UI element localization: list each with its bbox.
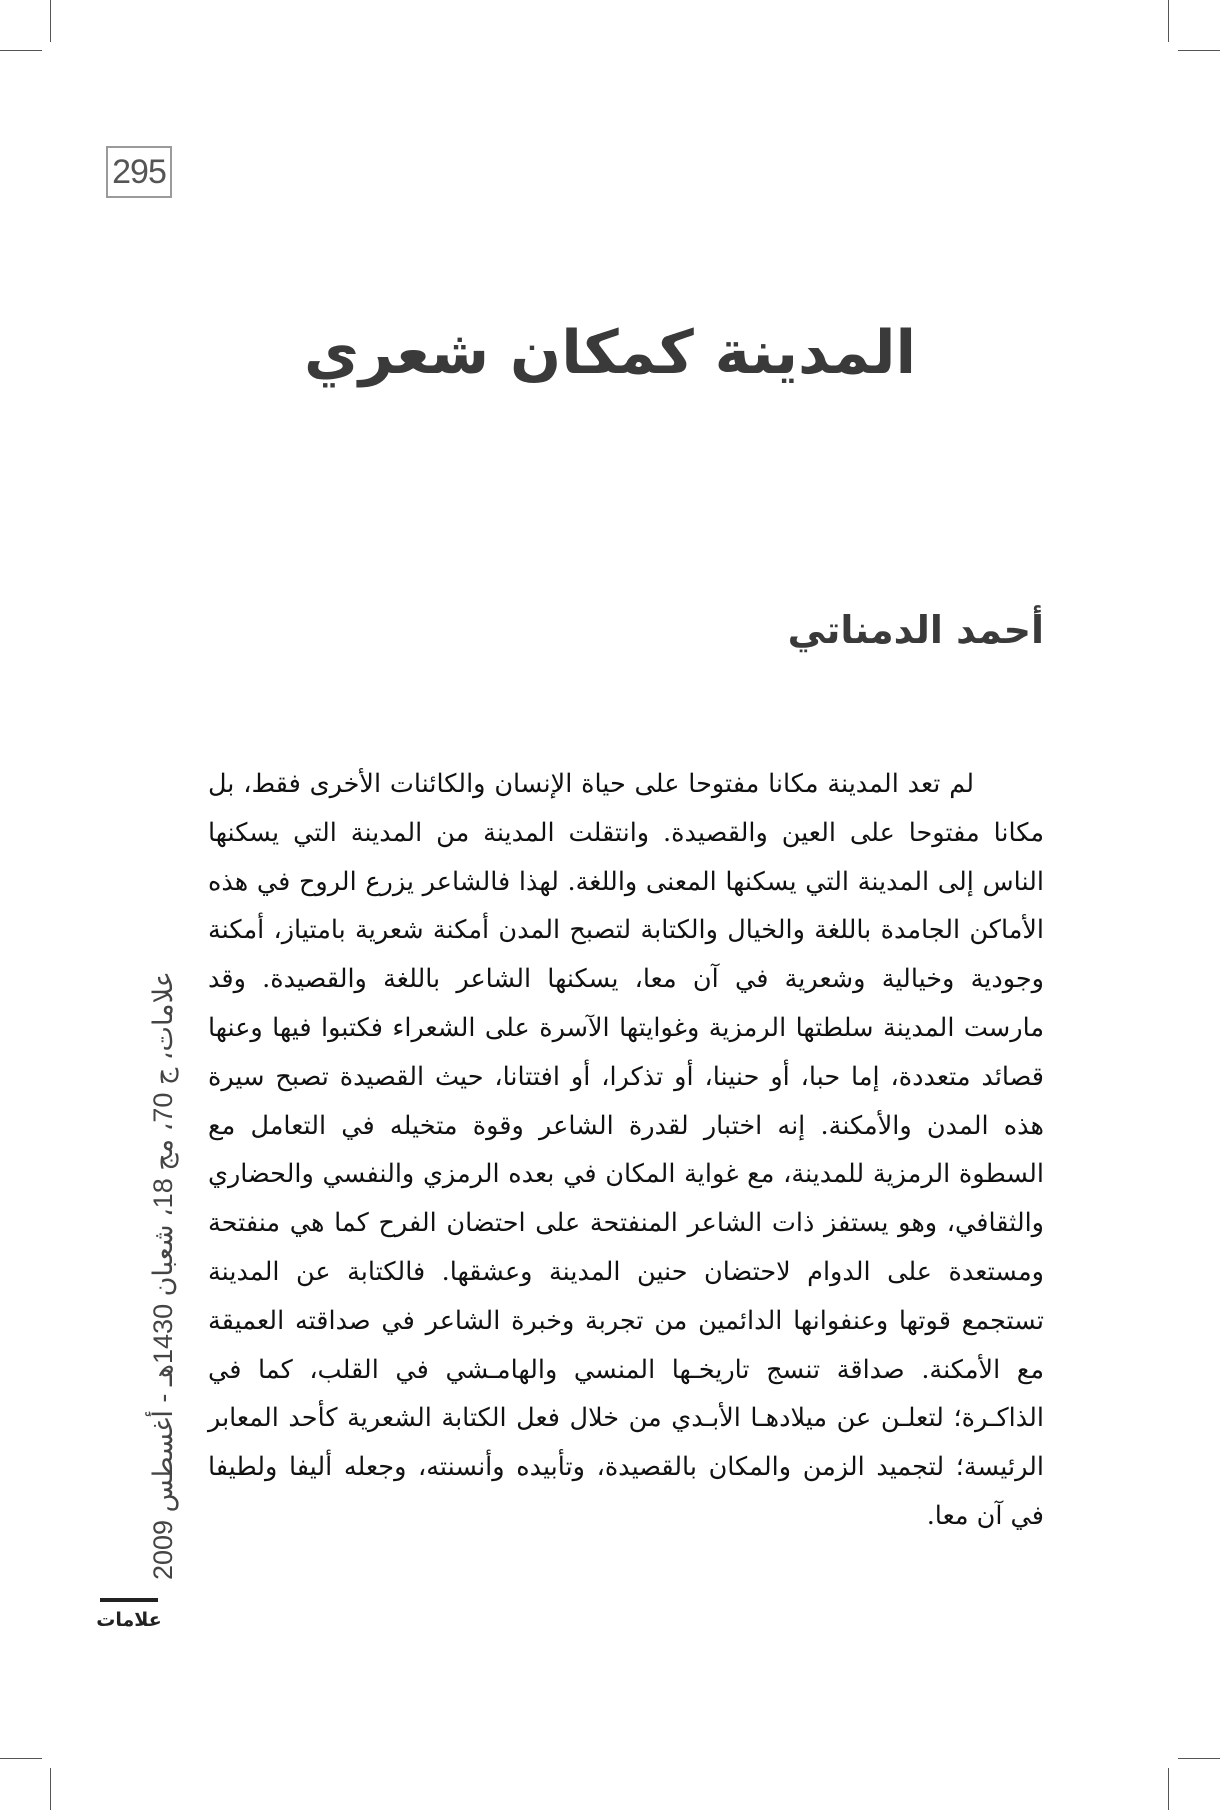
crop-mark xyxy=(50,0,51,42)
crop-mark xyxy=(1178,50,1220,51)
article-body: لم تعد المدينة مكانا مفتوحا على حياة الإنسان والكائنات الأخرى فقط، بل مكانا مفتوحا على العين والقصيدة. وانتقلت المدينة من المدينة التي يسكنها الناس إلى المدينة التي يسكنها المعنى واللغة. لهذا فالشاعر يزرع الروح في هذه الأماكن الجامدة باللغة والخيال والكتابة لتصبح المدن أمكنة شعرية بامتياز، أمكنة وجودية وخيالية وشعرية في آن معا، يسكنها الشاعر باللغة والقصيدة. وقد مارست المدينة سلطتها الرمزية وغوايتها الآسرة على الشعراء فكتبوا فيها وعنها قصائد متعددة، إما حبا، أو حنينا، أو تذكرا، أو افتتانا، حيث القصيدة تصبح سيرة هذه المدن والأمكنة. إنه اختبار لقدرة الشاعر وقوة متخيله في التعامل مع السطوة الرمزية للمدينة، مع غواية المكان في بعده الرمزي والنفسي والحضاري والثقافي، وهو يستفز ذات الشاعر المنفتحة على احتضان الفرح كما هي منفتحة ومستعدة على الدوام لاحتضان حنين المدينة وعشقها. فالكتابة عن المدينة تستجمع قوتها وعنفوانها الدائمين من تجربة وخبرة الشاعر في صداقته العميقة مع الأمكنة. صداقة تنسج تاريخـها المنسي والهامـشي في القلب، كما في الذاكـرة؛ لتعلـن عن ميلادهـا الأبـدي من خلال فعل الكتابة الشعرية كأحد المعابر الرئيسة؛ لتجميد الزمن والمكان بالقصيدة، وتأبيده وأنسنته، وجعله أليفا ولطيفا في آن معا. xyxy=(208,769,1044,1531)
crop-mark xyxy=(0,50,42,51)
journal-logo: علامات xyxy=(100,1598,158,1638)
crop-mark xyxy=(1168,1768,1169,1810)
crop-mark xyxy=(1168,0,1169,42)
crop-mark xyxy=(1178,1758,1220,1759)
page-number: 295 xyxy=(106,146,172,198)
crop-mark xyxy=(0,1758,42,1759)
crop-mark xyxy=(50,1768,51,1810)
journal-citation: علامات، ج 70، مج 18، شعبان 1430هـ - أغسطس 2009 xyxy=(147,971,178,1580)
author-name: أحمد الدمناتي xyxy=(787,608,1044,652)
article-title: المدينة كمكان شعري xyxy=(303,318,917,388)
